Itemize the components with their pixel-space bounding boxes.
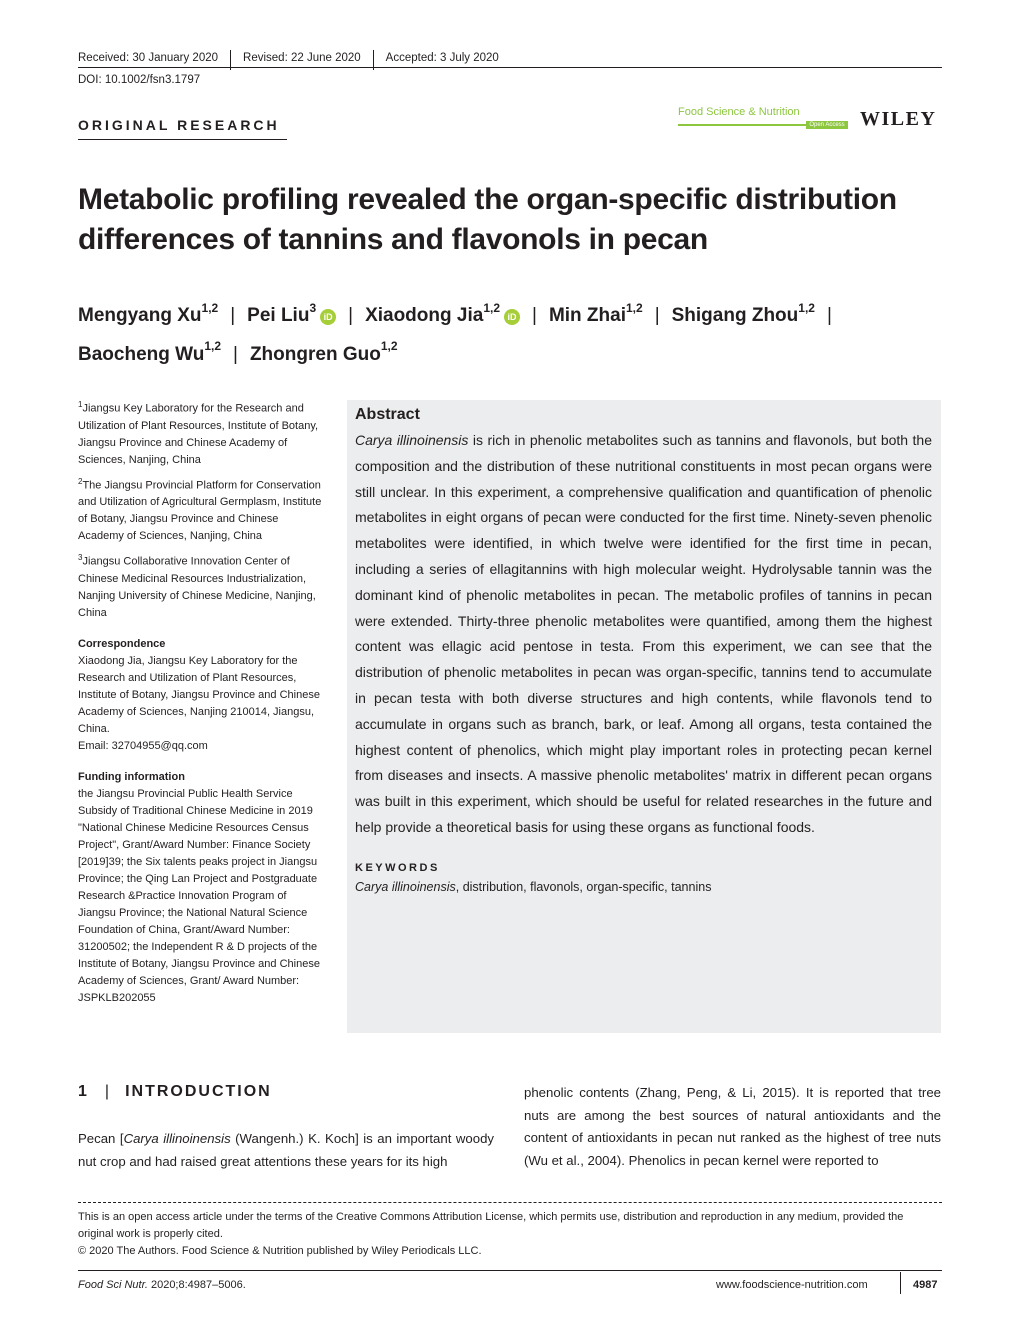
- revised-date: Revised: 22 June 2020: [243, 52, 361, 64]
- abstract-heading: Abstract: [355, 406, 420, 423]
- license-text: This is an open access article under the terms of the Creative Commons Attribution License, which permits use, distribution and reproduction in any medium, provided the original work is properly cited.: [78, 1211, 904, 1240]
- author[interactable]: Min Zhai$^{1,2}$: [548, 301, 643, 327]
- page-number: 4987: [913, 1279, 938, 1291]
- author[interactable]: Xiaodong Jia$^{1,2}$: [365, 301, 500, 327]
- license-divider: [78, 1202, 942, 1203]
- author[interactable]: Pei Liu$^3$: [247, 301, 317, 327]
- funding-text: the Jiangsu Provincial Public Health Service Subsidy of Traditional Chinese Medicine in 2019 "National Chinese Medicine Resources Census Project", Grant/Award Number: Finance Society [2019]39; the Six talents peaks project in Jiangsu Province; the Qing Lan Project and Postgraduate Research &Practice Innovation Program of Jiangsu Province; the National Natural Science Foundation of China, Grant/Award Number: 31200502; the Independent R & D projects of the Institute of Botany, Jiangsu Province and Chinese Academy of Sciences, Grant/ Award Number: JSPKLB202055: [78, 787, 320, 1004]
- doi[interactable]: DOI: 10.1002/fsn3.1797: [78, 74, 201, 86]
- footer-divider: [900, 1272, 901, 1294]
- author[interactable]: Shigang Zhou$^{1,2}$: [671, 301, 815, 327]
- correspondence-text: Xiaodong Jia, Jiangsu Key Laboratory for the Research and Utilization of Plant Resources, Institute of Botany, Jiangsu Province and Chinese Academy of Sciences, Nanjing 210014, Jiangsu, China.: [78, 654, 320, 735]
- header-rule: [78, 67, 942, 68]
- keywords: Carya illinoinensis, distribution, flavonols, organ-specific, tannins: [355, 879, 712, 894]
- author[interactable]: Mengyang Xu$^{1,2}$: [78, 301, 219, 327]
- orcid-icon[interactable]: iD: [504, 309, 520, 325]
- abstract-box: [347, 400, 941, 1033]
- journal-logo-bar: [678, 124, 806, 126]
- funding-heading: Funding information: [78, 770, 185, 783]
- body-text-column-1: Pecan [Carya illinoinensis (Wangenh.) K. Koch] is an important woody nut crop and had raised great attentions these years for its high: [78, 1131, 494, 1169]
- orcid-icon[interactable]: iD: [320, 309, 336, 325]
- journal-name: Food Science & Nutrition: [678, 106, 800, 118]
- received-date: Received: 30 January 2020: [78, 52, 219, 64]
- footer-rule: [78, 1270, 942, 1271]
- publication-dates: [78, 48, 499, 68]
- journal-logo[interactable]: [678, 106, 848, 130]
- keywords-heading: KEYWORDS: [355, 861, 440, 874]
- accepted-date: Accepted: 3 July 2020: [385, 52, 499, 64]
- affiliation: $^1$Jiangsu Key Laboratory for the Research and Utilization of Plant Resources, Institute of Botany, Jiangsu Province and Chinese Academy of Sciences, Nanjing, China: [78, 400, 319, 466]
- open-access-badge: Open Access: [806, 121, 848, 129]
- article-title: Metabolic profiling revealed the organ-specific distribution differences of tannins and flavonols in pecan: [78, 183, 897, 256]
- journal-website[interactable]: www.foodscience-nutrition.com: [716, 1279, 868, 1291]
- affiliation: $^2$The Jiangsu Provincial Platform for Conservation and Utilization of Agricultural Germplasm, Institute of Botany, Jiangsu Province and Chinese Academy of Sciences, Nanjing, China: [78, 476, 322, 543]
- citation: Food Sci Nutr. 2020;8:4987–5006.: [78, 1279, 246, 1291]
- article-type-underline: [78, 139, 287, 140]
- abstract-text: Carya illinoinensis is rich in phenolic metabolites such as tannins and flavonols, but both the composition and the distribution of these nutritional constituents in most pecan organs were still unclear. In this experiment, a comprehensive qualification and quantification of phenolic metabolites in eight organs of pecan were conducted for the first time. Ninety-seven phenolic metabolites were identified, in which twelve were identified for the first time in pecan, including a series of ellagitannins with high molecular weight. Hydrolysable tannin was the dominant kind of phenolic metabolites in pecan. The metabolic profiles of tannins in pecan were extended. Thirty-three phenolic metabolites were quantified, among them the highest content was ellagic acid pentose in testa. From this experiment, we can see that the distribution of phenolic metabolites in pecan was organ-specific, tannins tend to accumulate in pecan testa with both diverse structures and high contents, while flavonols tend to accumulate in organs such as branch, bark, or leaf. Among all organs, testa contained the highest content of phenolics, which might play important roles in protecting pecan kernel from diseases and insects. A massive phenolic metabolites' matrix in different pecan organs was built in this experiment, which should be useful for related researches in the future and help provide a theoretical basis for using these organs as functional foods.: [355, 432, 933, 835]
- author[interactable]: Baocheng Wu$^{1,2}$: [78, 339, 222, 365]
- affiliation: $^3$Jiangsu Collaborative Innovation Center of Chinese Medicinal Resources Industrialization, Nanjing University of Chinese Medicine, Nanjing, China: [78, 553, 316, 619]
- publisher-logo[interactable]: WILEY: [860, 108, 937, 130]
- correspondence-email[interactable]: Email: 32704955@qq.com: [78, 739, 208, 752]
- article-info-column: [78, 396, 323, 1007]
- copyright-text: © 2020 The Authors. Food Science & Nutrition published by Wiley Periodicals LLC.: [78, 1245, 482, 1257]
- author[interactable]: Zhongren Guo$^{1,2}$: [249, 339, 398, 365]
- body-text-column-2: phenolic contents (Zhang, Peng, & Li, 2015). It is reported that tree nuts are among the best sources of natural antioxidants and the content of antioxidants in pecan nut ranked as the highest of tree nuts (Wu et al., 2004). Phenolics in pecan kernel were reported to: [524, 1085, 941, 1168]
- correspondence-heading: Correspondence: [78, 637, 166, 650]
- license-notice: [78, 1209, 940, 1260]
- section-heading: 1 | INTRODUCTION: [78, 1083, 272, 1100]
- article-type: ORIGINAL RESEARCH: [78, 117, 280, 133]
- author-list: Mengyang Xu$^{1,2}$ | Pei Liu$^3$iD | Xiaodong Jia$^{1,2}$iD | Min Zhai$^{1,2}$ | Shigang Zhou$^{1,2}$ | Baocheng Wu$^{1,2}$ | Zhongren Guo$^{1,2}$: [78, 301, 832, 365]
